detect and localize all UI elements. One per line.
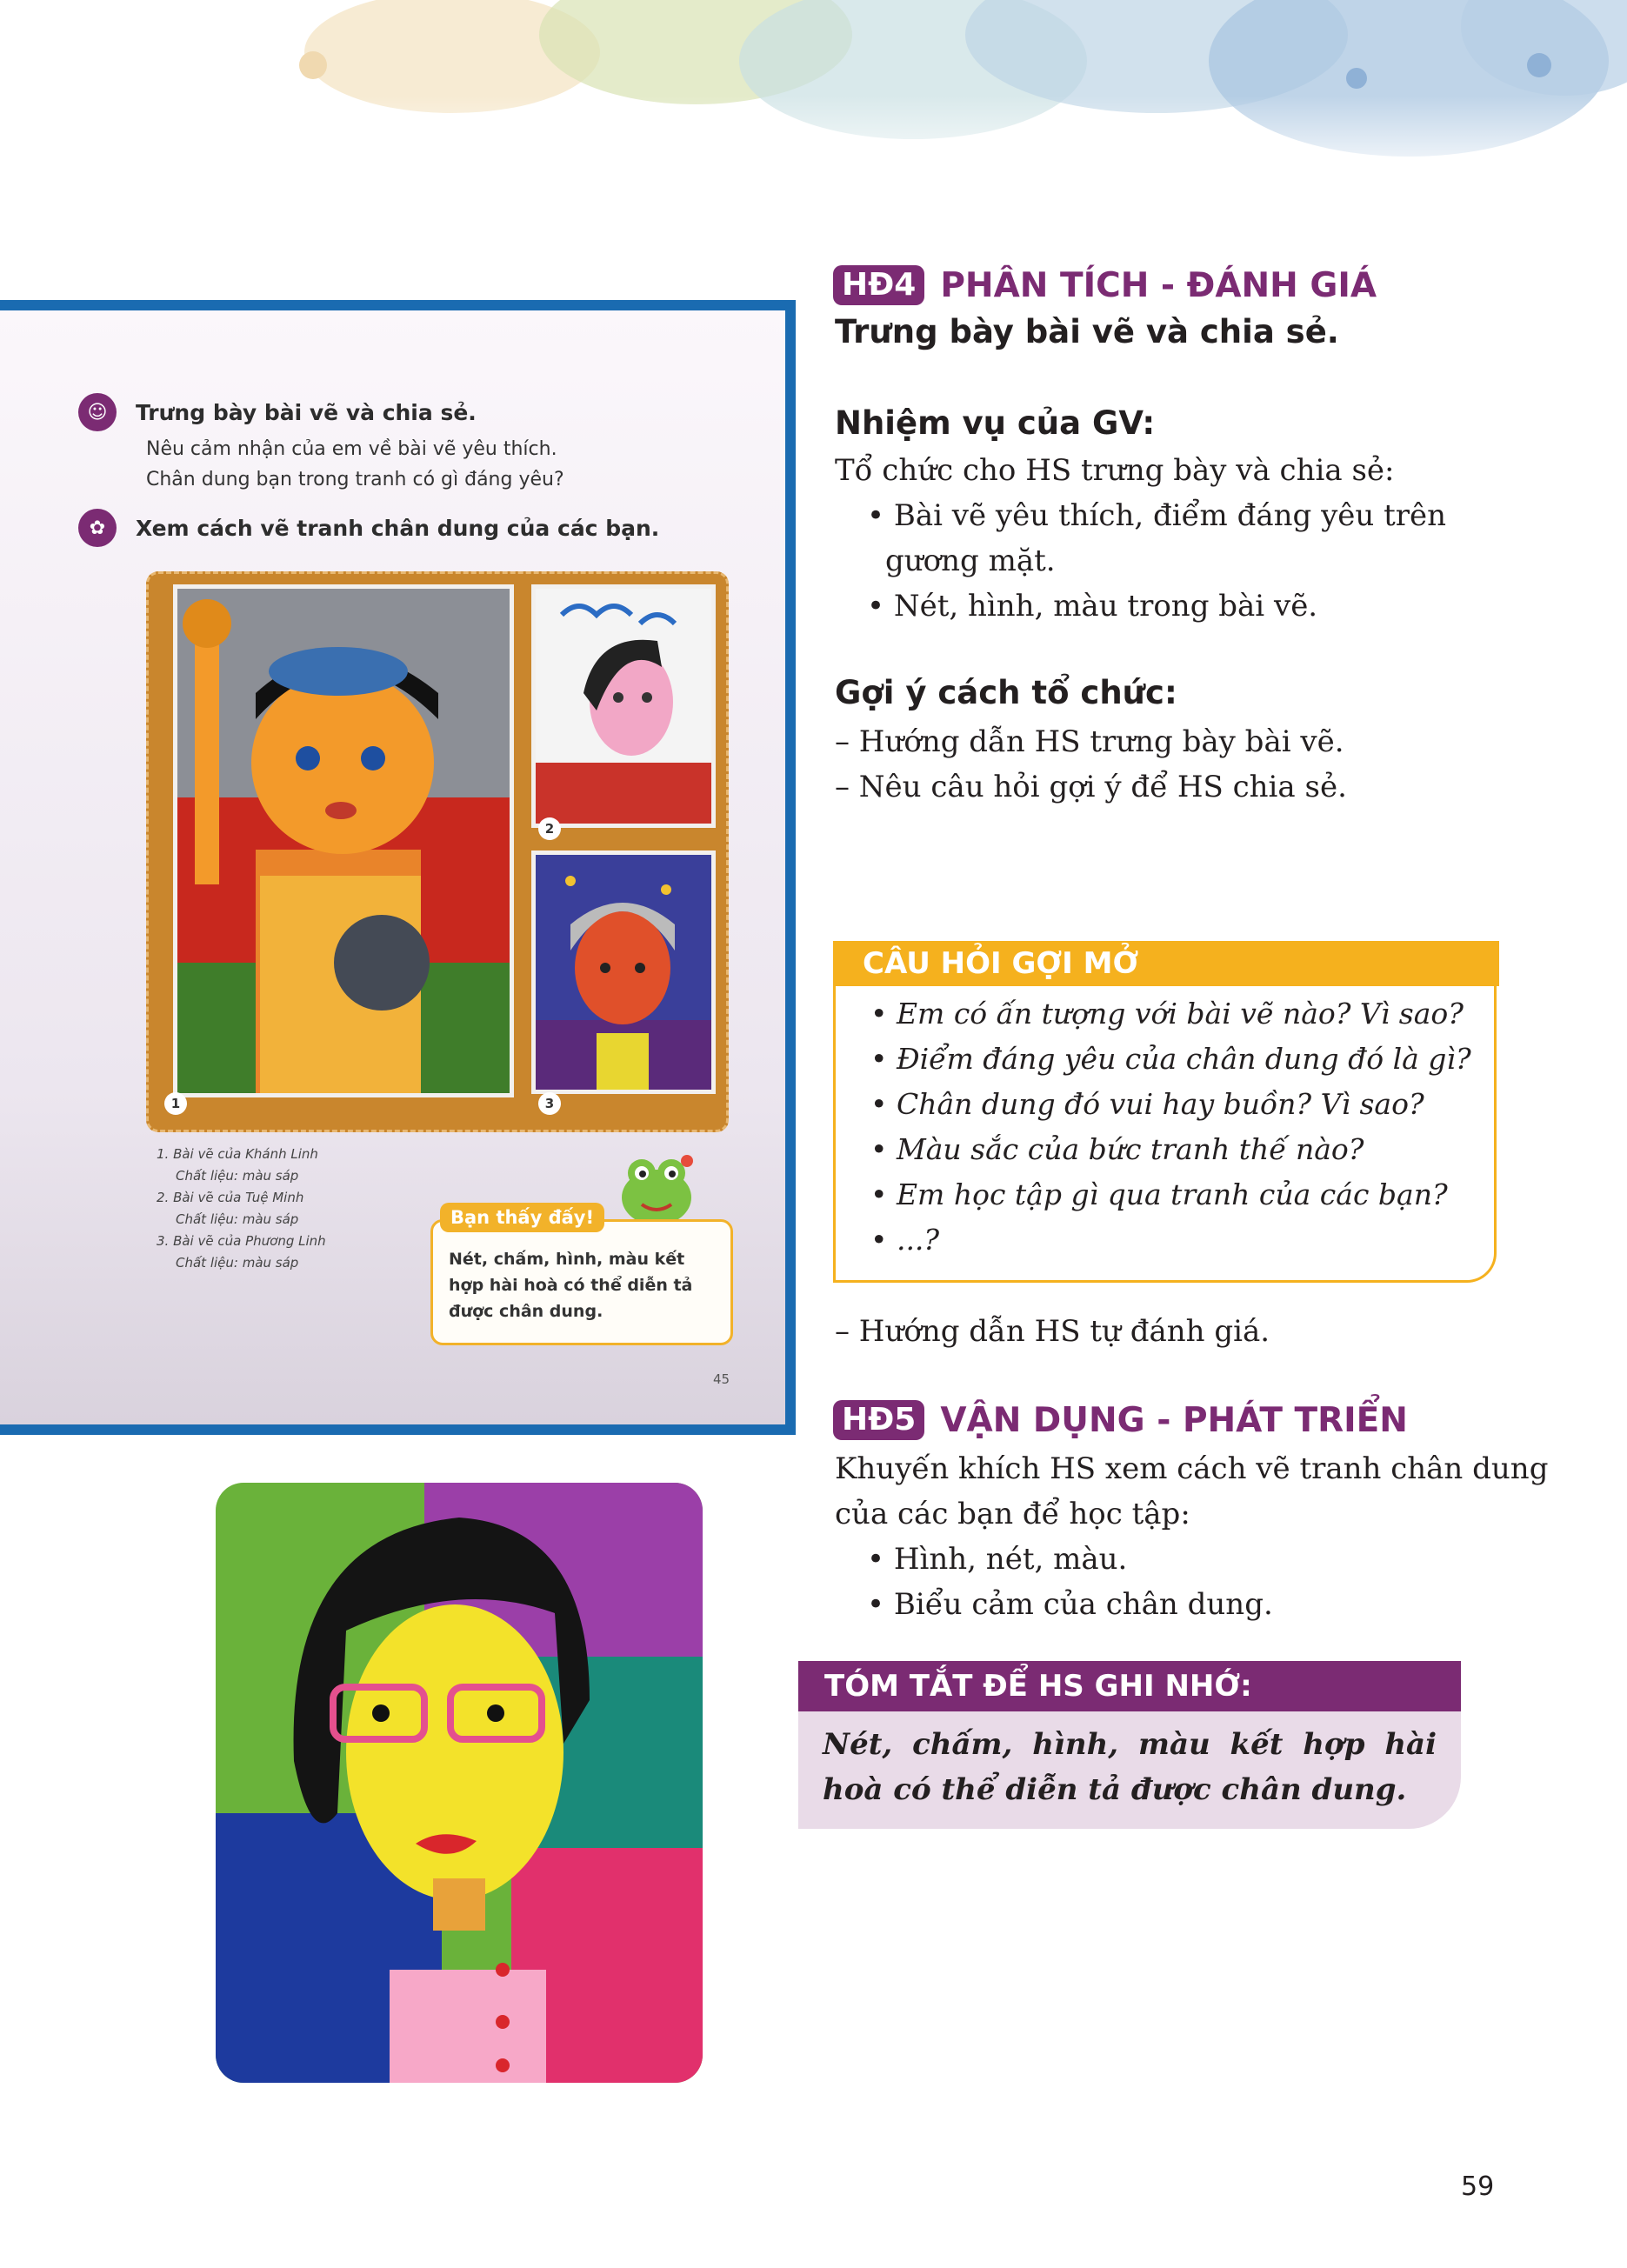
hd5-title: VẬN DỤNG - PHÁT TRIỂN xyxy=(940,1400,1408,1440)
question-item: • ...? xyxy=(870,1223,940,1257)
palette-icon: ✿ xyxy=(78,509,117,547)
textbook-page-inset xyxy=(0,300,796,1435)
hd5-bullet-2: • Biểu cảm của chân dung. xyxy=(867,1587,1273,1622)
inset-item1-heading: Trưng bày bài vẽ và chia sẻ. xyxy=(136,399,477,425)
callout-tag: Bạn thấy đấy! xyxy=(440,1203,604,1232)
question-item: • Màu sắc của bức tranh thế nào? xyxy=(870,1132,1364,1166)
caption-2-material: Chất liệu: màu sáp xyxy=(176,1211,299,1227)
task-bullet-2: • Nét, hình, màu trong bài vẽ. xyxy=(867,589,1318,624)
student-portrait-drawing xyxy=(216,1483,703,2083)
guiding-questions-box xyxy=(833,941,1497,1283)
inset-page-number: 45 xyxy=(713,1371,730,1387)
drawing-2-tue-minh xyxy=(531,584,716,828)
inset-item1-line1: Nêu cảm nhận của em về bài vẽ yêu thích. xyxy=(146,438,557,460)
hd4-badge: HĐ4 xyxy=(833,265,924,305)
task-intro: Tổ chức cho HS trưng bày và chia sẻ: xyxy=(835,453,1395,488)
mask-icon: ☺ xyxy=(78,393,117,431)
page-number: 59 xyxy=(1461,2171,1495,2202)
image-number-3: 3 xyxy=(538,1092,561,1115)
ban-thay-day-callout xyxy=(430,1207,733,1345)
questions-heading: CÂU HỎI GỢI MỞ xyxy=(833,941,1499,986)
caption-3-material: Chất liệu: màu sáp xyxy=(176,1255,299,1271)
drawing-3-phuong-linh xyxy=(531,850,716,1094)
drawing-1-khanh-linh xyxy=(173,584,514,1097)
question-item: • Em học tập gì qua tranh của các bạn? xyxy=(870,1177,1448,1211)
callout-text: Nét, chấm, hình, màu kết hợp hài hoà có thể diễn tả được chân dung. xyxy=(449,1250,693,1321)
hint-line-1: – Hướng dẫn HS trưng bày bài vẽ. xyxy=(835,724,1344,759)
hd4-title: PHÂN TÍCH - ĐÁNH GIÁ xyxy=(940,265,1377,305)
caption-1-material: Chất liệu: màu sáp xyxy=(176,1168,299,1184)
hint-line-2: – Nêu câu hỏi gợi ý để HS chia sẻ. xyxy=(835,770,1347,804)
hint-heading: Gợi ý cách tổ chức: xyxy=(835,674,1177,711)
caption-3-title: 3. Bài vẽ của Phương Linh xyxy=(157,1233,326,1249)
student-drawings-gallery xyxy=(146,571,729,1132)
self-assessment-line: – Hướng dẫn HS tự đánh giá. xyxy=(835,1314,1270,1349)
summary-text: Nét, chấm, hình, màu kết hợp hài hoà có thể diễn tả được chân dung. xyxy=(798,1711,1461,1829)
question-item: • Chân dung đó vui hay buồn? Vì sao? xyxy=(870,1087,1424,1121)
hd4-subtitle: Trưng bày bài vẽ và chia sẻ. xyxy=(835,313,1339,350)
questions-list xyxy=(870,991,1471,1263)
hd5-line-1: Khuyến khích HS xem cách vẽ tranh chân dung xyxy=(835,1451,1549,1486)
hd5-badge: HĐ5 xyxy=(833,1400,924,1440)
task-heading: Nhiệm vụ của GV: xyxy=(835,404,1156,442)
inset-item1-line2: Chân dung bạn trong tranh có gì đáng yêu? xyxy=(146,469,564,490)
question-item: • Em có ấn tượng với bài vẽ nào? Vì sao? xyxy=(870,997,1464,1031)
inset-item2-heading: Xem cách vẽ tranh chân dung của các bạn. xyxy=(136,515,660,541)
caption-2-title: 2. Bài vẽ của Tuệ Minh xyxy=(157,1190,304,1205)
drawing-captions xyxy=(157,1144,326,1274)
hd5-line-2: của các bạn để học tập: xyxy=(835,1497,1190,1531)
hd5-header xyxy=(833,1400,1408,1440)
question-item: • Điểm đáng yêu của chân dung đó là gì? xyxy=(870,1042,1471,1076)
task-bullet-1: • Bài vẽ yêu thích, điểm đáng yêu trên xyxy=(867,498,1447,533)
image-number-1: 1 xyxy=(164,1092,187,1115)
image-number-2: 2 xyxy=(538,817,561,840)
hd5-bullet-1: • Hình, nét, màu. xyxy=(867,1542,1128,1577)
watercolor-header-decoration xyxy=(0,0,1627,183)
caption-1-title: 1. Bài vẽ của Khánh Linh xyxy=(157,1146,318,1162)
task-bullet-1-cont: gương mặt. xyxy=(885,544,1056,578)
hd4-header xyxy=(833,265,1377,305)
summary-heading: TÓM TẮT ĐỂ HS GHI NHỚ: xyxy=(798,1661,1461,1711)
